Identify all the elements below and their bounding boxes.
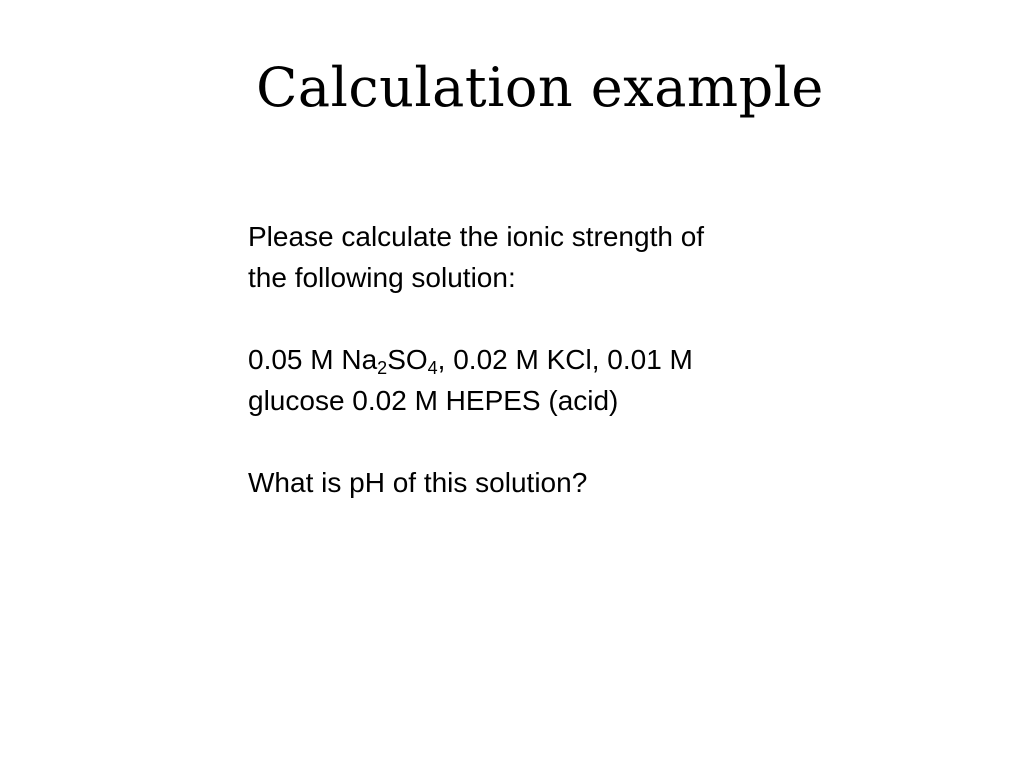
slide-body <box>248 216 828 503</box>
solution-part-2: SO <box>387 344 428 375</box>
slide-title: Calculation example <box>256 56 824 119</box>
question-text <box>248 216 828 298</box>
paragraph-spacer <box>248 421 828 462</box>
ph-question: What is pH of this solution? <box>248 467 588 498</box>
solution-part-1: 0.05 M Na <box>248 344 378 375</box>
solution-part-3: , 0.02 M KCl, 0.01 M <box>437 344 693 375</box>
question-line-1: Please calculate the ionic strength of <box>248 221 705 252</box>
solution-composition <box>248 339 828 421</box>
solution-line-2: glucose 0.02 M HEPES (acid) <box>248 385 619 416</box>
subscript-4: 4 <box>427 358 438 378</box>
subscript-2: 2 <box>377 358 388 378</box>
paragraph-spacer <box>248 298 828 339</box>
question-line-2: the following solution: <box>248 262 516 293</box>
